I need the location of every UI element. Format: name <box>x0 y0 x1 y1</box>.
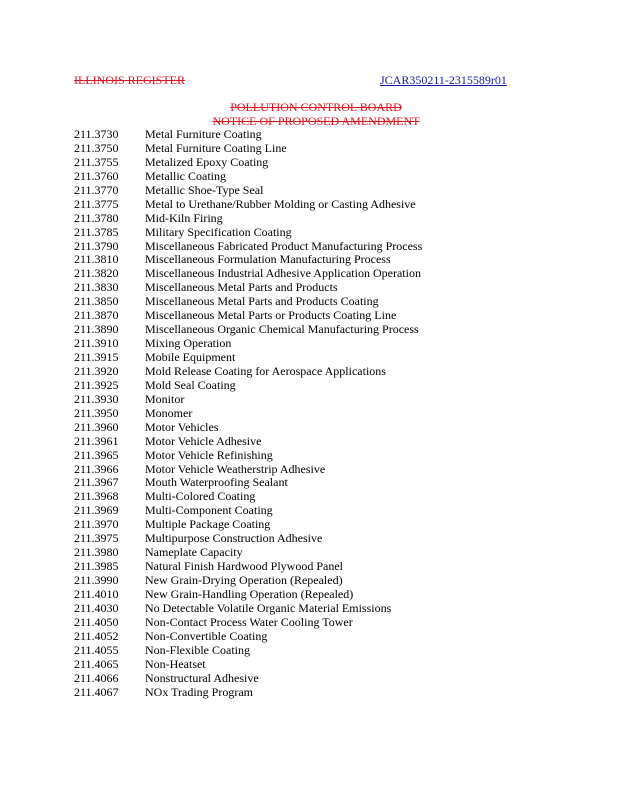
section-number: 211.3785 <box>74 224 119 239</box>
section-title: Multipurpose Construction Adhesive <box>145 531 323 546</box>
section-title: Mold Seal Coating <box>145 377 236 392</box>
section-row <box>74 463 422 477</box>
section-row <box>74 184 422 198</box>
section-title: Miscellaneous Metal Parts and Products <box>145 280 338 295</box>
section-title: Military Specification Coating <box>145 224 292 239</box>
section-row <box>74 630 422 644</box>
section-number: 211.3890 <box>74 322 119 337</box>
section-title: Multiple Package Coating <box>145 517 271 532</box>
section-number: 211.3770 <box>74 182 119 197</box>
section-title: Miscellaneous Metal Parts and Products Coating <box>145 294 379 309</box>
section-row <box>74 393 422 407</box>
section-number: 211.3920 <box>74 363 119 378</box>
section-number: 211.3961 <box>74 433 119 448</box>
section-row <box>74 407 422 421</box>
section-number: 211.3966 <box>74 461 119 476</box>
section-row <box>74 672 422 686</box>
section-title: Miscellaneous Metal Parts or Products Coating Line <box>145 308 397 323</box>
section-row <box>74 588 422 602</box>
section-row <box>74 476 422 490</box>
section-row <box>74 337 422 351</box>
section-row <box>74 504 422 518</box>
section-number: 211.3750 <box>74 140 119 155</box>
section-title: Metal to Urethane/Rubber Molding or Casting Adhesive <box>145 196 416 211</box>
section-row <box>74 295 422 309</box>
section-title: Monitor <box>145 391 185 406</box>
section-row <box>74 490 422 504</box>
section-title: Mid-Kiln Firing <box>145 210 223 225</box>
section-row <box>74 379 422 393</box>
section-row <box>74 644 422 658</box>
section-title: Metallic Coating <box>145 168 226 183</box>
section-row <box>74 309 422 323</box>
section-title: Nameplate Capacity <box>145 545 243 560</box>
agency-title: POLLUTION CONTROL BOARD <box>230 100 402 114</box>
section-number: 211.3970 <box>74 517 119 532</box>
section-title: New Grain-Drying Operation (Repealed) <box>145 573 343 587</box>
section-row <box>74 281 422 295</box>
section-row <box>74 532 422 546</box>
notice-title: NOTICE OF PROPOSED AMENDMENT <box>212 114 420 128</box>
section-title: Non-Convertible Coating <box>145 628 268 643</box>
section-number: 211.3755 <box>74 154 119 169</box>
section-number: 211.3830 <box>74 280 119 295</box>
section-number: 211.3980 <box>74 545 119 560</box>
section-number: 211.3925 <box>74 377 119 392</box>
section-number: 211.3820 <box>74 266 119 281</box>
section-number: 211.3975 <box>74 531 119 546</box>
section-row <box>74 323 422 337</box>
section-number: 211.4010 <box>74 586 119 601</box>
section-title: Miscellaneous Formulation Manufacturing Process <box>145 252 391 267</box>
section-number: 211.3965 <box>74 447 119 462</box>
section-title: Mold Release Coating for Aerospace Applications <box>145 363 386 378</box>
section-title: Non-Heatset <box>145 656 206 671</box>
section-title: Motor Vehicle Refinishing <box>145 447 273 462</box>
section-number: 211.3810 <box>74 252 119 267</box>
section-row <box>74 658 422 672</box>
section-row <box>74 351 422 365</box>
section-number: 211.4055 <box>74 642 119 657</box>
section-title: Motor Vehicle Weatherstrip Adhesive <box>145 461 326 476</box>
section-row <box>74 156 422 170</box>
section-row <box>74 421 422 435</box>
section-number: 211.4066 <box>74 670 119 685</box>
section-title: Motor Vehicles <box>145 419 219 434</box>
section-title: Nonstructural Adhesive <box>145 670 259 685</box>
section-row <box>74 170 422 184</box>
section-number: 211.3915 <box>74 350 119 364</box>
section-number: 211.3730 <box>74 127 119 141</box>
section-title: No Detectable Volatile Organic Material Emissions <box>145 600 392 615</box>
section-row <box>74 142 422 156</box>
section-title: Monomer <box>145 405 193 420</box>
section-row <box>74 616 422 630</box>
section-title: Non-Flexible Coating <box>145 642 250 657</box>
section-number: 211.3967 <box>74 475 119 490</box>
section-number: 211.4050 <box>74 614 119 629</box>
section-list <box>74 128 422 699</box>
document-id-link[interactable]: JCAR350211-2315589r01 <box>380 73 507 87</box>
section-title: Mouth Waterproofing Sealant <box>145 475 288 490</box>
section-title: Multi-Colored Coating <box>145 489 256 504</box>
section-title: Natural Finish Hardwood Plywood Panel <box>145 559 343 574</box>
section-title: Non-Contact Process Water Cooling Tower <box>145 614 353 629</box>
section-number: 211.3850 <box>74 294 119 309</box>
section-number: 211.4052 <box>74 628 119 643</box>
section-title: Miscellaneous Organic Chemical Manufacturing Process <box>145 322 419 337</box>
section-title: New Grain-Handling Operation (Repealed) <box>145 586 354 601</box>
section-number: 211.3985 <box>74 559 119 574</box>
section-number: 211.3775 <box>74 196 119 211</box>
section-number: 211.4030 <box>74 600 119 615</box>
section-title: Metalized Epoxy Coating <box>145 154 269 169</box>
section-title: Multi-Component Coating <box>145 503 273 518</box>
section-row <box>74 365 422 379</box>
section-row <box>74 240 422 254</box>
section-number: 211.3780 <box>74 210 119 225</box>
section-number: 211.3790 <box>74 238 119 253</box>
section-number: 211.4067 <box>74 684 119 699</box>
section-number: 211.3870 <box>74 308 119 323</box>
section-title: Mobile Equipment <box>145 350 236 364</box>
section-number: 211.4065 <box>74 656 119 671</box>
section-title: NOx Trading Program <box>145 684 254 699</box>
section-number: 211.3969 <box>74 503 119 518</box>
section-row <box>74 686 422 700</box>
section-row <box>74 449 422 463</box>
section-row <box>74 435 422 449</box>
section-number: 211.3968 <box>74 489 119 504</box>
section-row <box>74 546 422 560</box>
register-header: ILLINOIS REGISTER <box>74 73 185 87</box>
section-row <box>74 518 422 532</box>
section-number: 211.3910 <box>74 336 119 351</box>
section-number: 211.3990 <box>74 573 119 587</box>
section-title: Mixing Operation <box>145 336 232 351</box>
section-number: 211.3960 <box>74 419 119 434</box>
section-row <box>74 212 422 226</box>
section-title: Motor Vehicle Adhesive <box>145 433 262 448</box>
section-title: Metal Furniture Coating <box>145 127 262 141</box>
section-title: Metal Furniture Coating Line <box>145 140 287 155</box>
section-row <box>74 602 422 616</box>
section-row <box>74 226 422 240</box>
section-number: 211.3760 <box>74 168 119 183</box>
section-row <box>74 198 422 212</box>
section-title: Metallic Shoe-Type Seal <box>145 182 264 197</box>
section-title: Miscellaneous Industrial Adhesive Application Operation <box>145 266 421 281</box>
section-number: 211.3950 <box>74 405 119 420</box>
section-row <box>74 560 422 574</box>
section-row <box>74 267 422 281</box>
section-row <box>74 574 422 588</box>
section-number: 211.3930 <box>74 391 119 406</box>
section-row <box>74 253 422 267</box>
section-row <box>74 128 422 142</box>
section-title: Miscellaneous Fabricated Product Manufacturing Process <box>145 238 423 253</box>
